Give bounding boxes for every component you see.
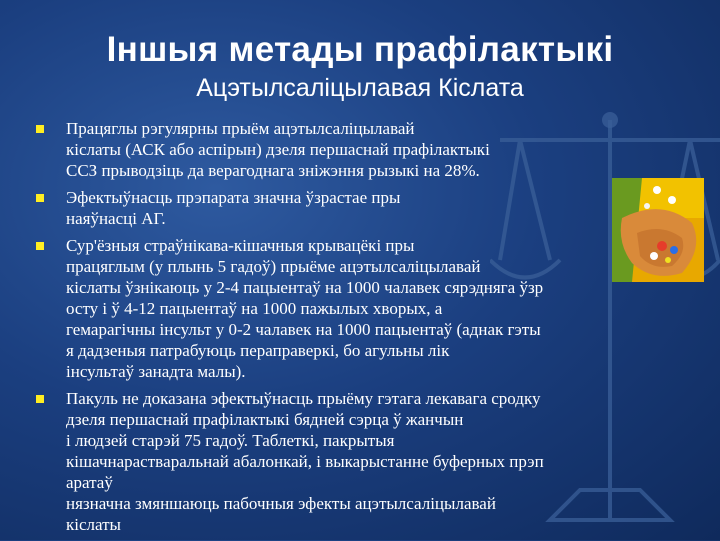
bullet-line: осту і ў 4-12 пацыентаў на 1000 пажылых хворых, а [66, 299, 443, 318]
bullet-line: дзеля першаснай прафілактыкі бядней сэрца ў жанчын [66, 410, 464, 429]
bullet-item [36, 118, 686, 181]
bullet-line: аратаў [66, 473, 113, 492]
bullet-item [36, 235, 686, 382]
slide-subtitle: Ацэтылсаліцылавая Кіслата [196, 74, 524, 102]
bullet-line: кіслаты (АСК або аспірын) дзеля першаснай прафілактыкі [66, 140, 490, 159]
bullet-line: Пакуль не доказана эфектыўнасць прыёму гэтага лекавага сродку [66, 389, 541, 408]
bullet-line: інсультаў занадта малы). [66, 362, 246, 381]
bullet-line: кішачнараствaральнай абалонкай, і выкарыстанне буферных прэп [66, 452, 544, 471]
square-bullet-icon [36, 242, 44, 250]
bullet-line: Сур'ёзныя страўнікава-кішачныя крывацёкі пры [66, 236, 415, 255]
bullet-line: і людзей старэй 75 гадоў. Таблеткі, пакрытыя [66, 431, 395, 450]
bullet-item [36, 187, 686, 229]
bullet-item [36, 388, 686, 535]
bullet-line: кіслаты [66, 515, 121, 534]
bullet-line: наяўнасці АГ. [66, 209, 166, 228]
slide-title: Іншыя метады прафілактыкі [106, 30, 614, 69]
bullet-line: Эфектыўнасць прэпарата значна ўзрастае пры [66, 188, 401, 207]
bullet-list [36, 118, 686, 541]
square-bullet-icon [36, 395, 44, 403]
bullet-line: я дадзеныя патрабуюць пераправеркі, бо агульны лік [66, 341, 450, 360]
bullet-line: гемарагічны інсульт у 0-2 чалавек на 1000 пацыентаў (аднак гэты [66, 320, 541, 339]
title-area [0, 30, 720, 103]
bullet-line: ССЗ прыводзіць да верагоднага зніжэння рызыкі на 28%. [66, 161, 480, 180]
square-bullet-icon [36, 125, 44, 133]
bullet-line: нязначна змяншаюць пабочныя эфекты ацэтылсаліцылавай [66, 494, 496, 513]
bullet-line: працяглым (у плынь 5 гадоў) прыёме ацэтылсаліцылавай [66, 257, 481, 276]
bullet-line: Працяглы рэгулярны прыём ацэтылсаліцылавай [66, 119, 415, 138]
bullet-line: кіслаты ўзнікаюць у 2-4 пацыентаў на 1000 чалавек сярэдняга ўзр [66, 278, 544, 297]
square-bullet-icon [36, 194, 44, 202]
